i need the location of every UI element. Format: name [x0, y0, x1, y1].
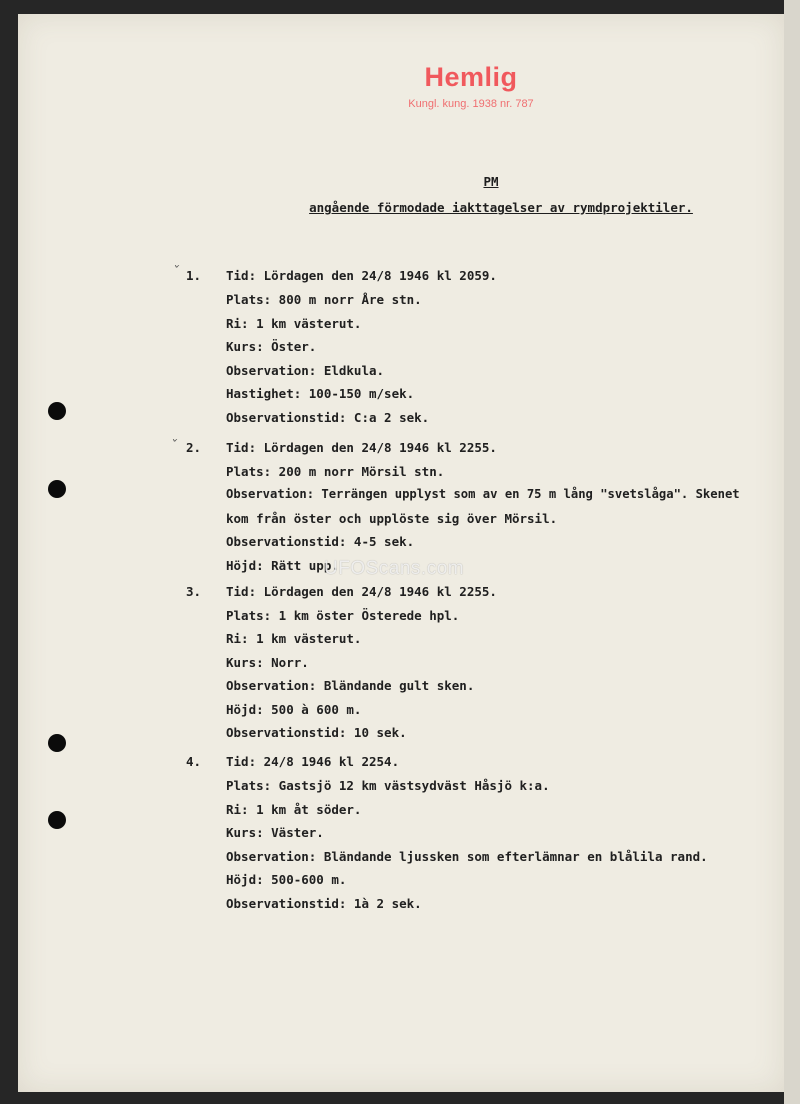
entry-line: Plats: 1 km öster Österede hpl.: [226, 608, 460, 623]
entry-number: 1.: [186, 268, 202, 283]
margin-tick-mark: ˇ: [170, 438, 177, 454]
entry-line: Observation: Eldkula.: [226, 363, 385, 378]
entry-line: Plats: Gastsjö 12 km västsydväst Håsjö k:a.: [226, 778, 550, 793]
punch-hole: [48, 811, 66, 829]
entry-line: Observation: Bländande ljussken som efterlämnar en blålila rand.: [226, 849, 708, 864]
entry-line: Ri: 1 km västerut.: [226, 631, 362, 646]
entry-line: Plats: 200 m norr Mörsil stn.: [226, 464, 445, 479]
entry-line: Kurs: Öster.: [226, 339, 317, 354]
entry-line: Plats: 800 m norr Åre stn.: [226, 292, 422, 307]
entry-line: Tid: Lördagen den 24/8 1946 kl 2059.: [226, 268, 497, 283]
entry-line: Höjd: 500 à 600 m.: [226, 702, 362, 717]
memo-subject: angående förmodade iakttagelser av rymdprojektiler.: [309, 200, 693, 215]
entry-line: Observationstid: 10 sek.: [226, 725, 407, 740]
entry-line: Observation: Terrängen upplyst som av en 75 m lång "svetslåga". Skenet: [226, 487, 740, 501]
entry-number: 2.: [186, 440, 202, 455]
entry-line: Observationstid: 4-5 sek.: [226, 534, 415, 549]
entry-line: Tid: Lördagen den 24/8 1946 kl 2255.: [226, 584, 497, 599]
entry-line: Kurs: Väster.: [226, 825, 324, 840]
margin-tick-mark: ˇ: [172, 264, 179, 280]
entry-number: 4.: [186, 754, 202, 769]
entry-line: Observationstid: 1à 2 sek.: [226, 896, 422, 911]
entry-number: 3.: [186, 584, 202, 599]
punch-hole: [48, 402, 66, 420]
entry-line: Hastighet: 100-150 m/sek.: [226, 386, 415, 401]
punch-hole: [48, 734, 66, 752]
classification-stamp-subtitle: Kungl. kung. 1938 nr. 787: [408, 98, 534, 110]
entry-line: Höjd: Rätt upp.: [226, 558, 339, 573]
entry-line: Höjd: 500-600 m.: [226, 872, 347, 887]
document-page: [18, 14, 784, 1092]
entry-line: Observation: Bländande gult sken.: [226, 678, 475, 693]
memo-heading: PM: [483, 174, 499, 189]
entry-line: Tid: 24/8 1946 kl 2254.: [226, 754, 400, 769]
entry-line: Observationstid: C:a 2 sek.: [226, 410, 430, 425]
entry-line: Kurs: Norr.: [226, 655, 309, 670]
watermark: UFOScans.com: [324, 558, 465, 579]
entry-line: Ri: 1 km västerut.: [226, 316, 362, 331]
entry-line: Ri: 1 km åt söder.: [226, 802, 362, 817]
entry-line: kom från öster och upplöste sig över Mörsil.: [226, 511, 558, 526]
scan-edge: [784, 0, 800, 1104]
classification-stamp: Hemlig: [424, 62, 518, 92]
punch-hole: [48, 480, 66, 498]
entry-line: Tid: Lördagen den 24/8 1946 kl 2255.: [226, 440, 497, 455]
